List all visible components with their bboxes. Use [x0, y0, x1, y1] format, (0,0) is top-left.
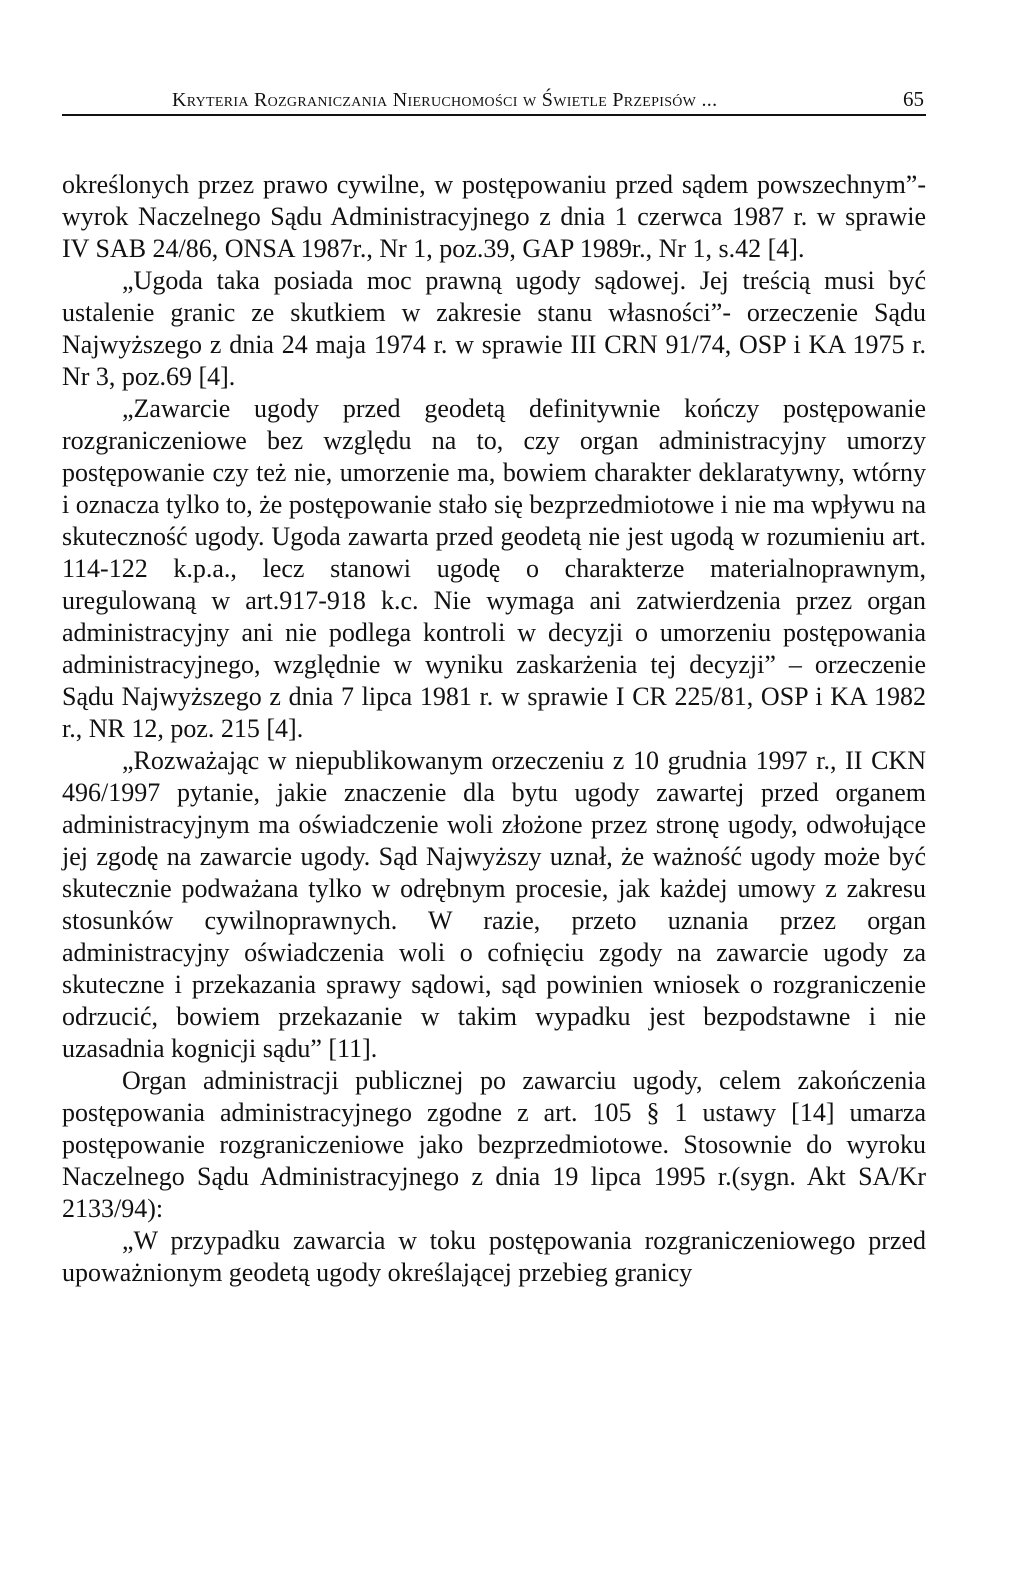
paragraph-6: „W przypadku zawarcia w toku postępowania rozgraniczeniowego przed upoważnionym geodetą ugody określającej przebieg granicy	[62, 1226, 926, 1287]
paragraph-2: „Ugoda taka posiada moc prawną ugody sądowej. Jej treścią musi być ustalenie granic ze skutkiem w zakresie stanu własności”- orzeczenie Sądu Najwyższego z dnia 24 maja 1974 r. w sprawie III CRN 91/74, OSP i KA 1975 r. Nr 3, poz.69 [4].	[62, 266, 926, 391]
body-text	[62, 169, 926, 1289]
running-title: Kryteria Rozgraniczania Nieruchomości w Świetle Przepisów ...	[172, 89, 718, 111]
page-number: 65	[903, 87, 924, 111]
paragraph-4: „Rozważając w niepublikowanym orzeczeniu z 10 grudnia 1997 r., II CKN 496/1997 pytanie, jakie znaczenie dla bytu ugody zawartej przed organem administracyjnym ma oświadczenie woli złożone przez stronę ugody, odwołujące jej zgodę na zawarcie ugody. Sąd Najwyższy uznał, że ważność ugody może być skutecznie podważana tylko w odrębnym procesie, jak każdej umowy z zakresu stosunków cywilnoprawnych. W razie, przeto uznania przez organ administracyjny oświadczenia woli o cofnięciu zgody na zawarcie ugody za skuteczne i przekazania sprawy sądowi, sąd powinien wniosek o rozgraniczenie odrzucić, bowiem przekazanie w takim wypadku jest bezpodstawne i nie uzasadnia kognicji sądu” [11].	[62, 746, 926, 1063]
document-page	[62, 62, 926, 1289]
running-header	[62, 62, 926, 116]
paragraph-1: określonych przez prawo cywilne, w postępowaniu przed sądem powszechnym”- wyrok Naczelnego Sądu Administracyjnego z dnia 1 czerwca 1987 r. w sprawie IV SAB 24/86, ONSA 1987r., Nr 1, poz.39, GAP 1989r., Nr 1, s.42 [4].	[62, 170, 926, 263]
paragraph-5: Organ administracji publicznej po zawarciu ugody, celem zakończenia postępowania administracyjnego zgodne z art. 105 § 1 ustawy [14] umarza postępowanie rozgraniczeniowe jako bezprzedmiotowe. Stosownie do wyroku Naczelnego Sądu Administracyjnego z dnia 19 lipca 1995 r.(sygn. Akt SA/Kr 2133/94):	[62, 1066, 926, 1223]
paragraph-3: „Zawarcie ugody przed geodetą definitywnie kończy postępowanie rozgraniczeniowe bez względu na to, czy organ administracyjny umorzy postępowanie czy też nie, umorzenie ma, bowiem charakter deklaratywny, wtórny i oznacza tylko to, że postępowanie stało się bezprzedmiotowe i nie ma wpływu na skuteczność ugody. Ugoda zawarta przed geodetą nie jest ugodą w rozumieniu art. 114-122 k.p.a., lecz stanowi ugodę o charakterze materialnoprawnym, uregulowaną w art.917-918 k.c. Nie wymaga ani zatwierdzenia przez organ administracyjny ani nie podlega kontroli w decyzji o umorzeniu postępowania administracyjnego, względnie w wyniku zaskarżenia tej decyzji” – orzeczenie Sądu Najwyższego z dnia 7 lipca 1981 r. w sprawie I CR 225/81, OSP i KA 1982 r., NR 12, poz. 215 [4].	[62, 394, 926, 743]
